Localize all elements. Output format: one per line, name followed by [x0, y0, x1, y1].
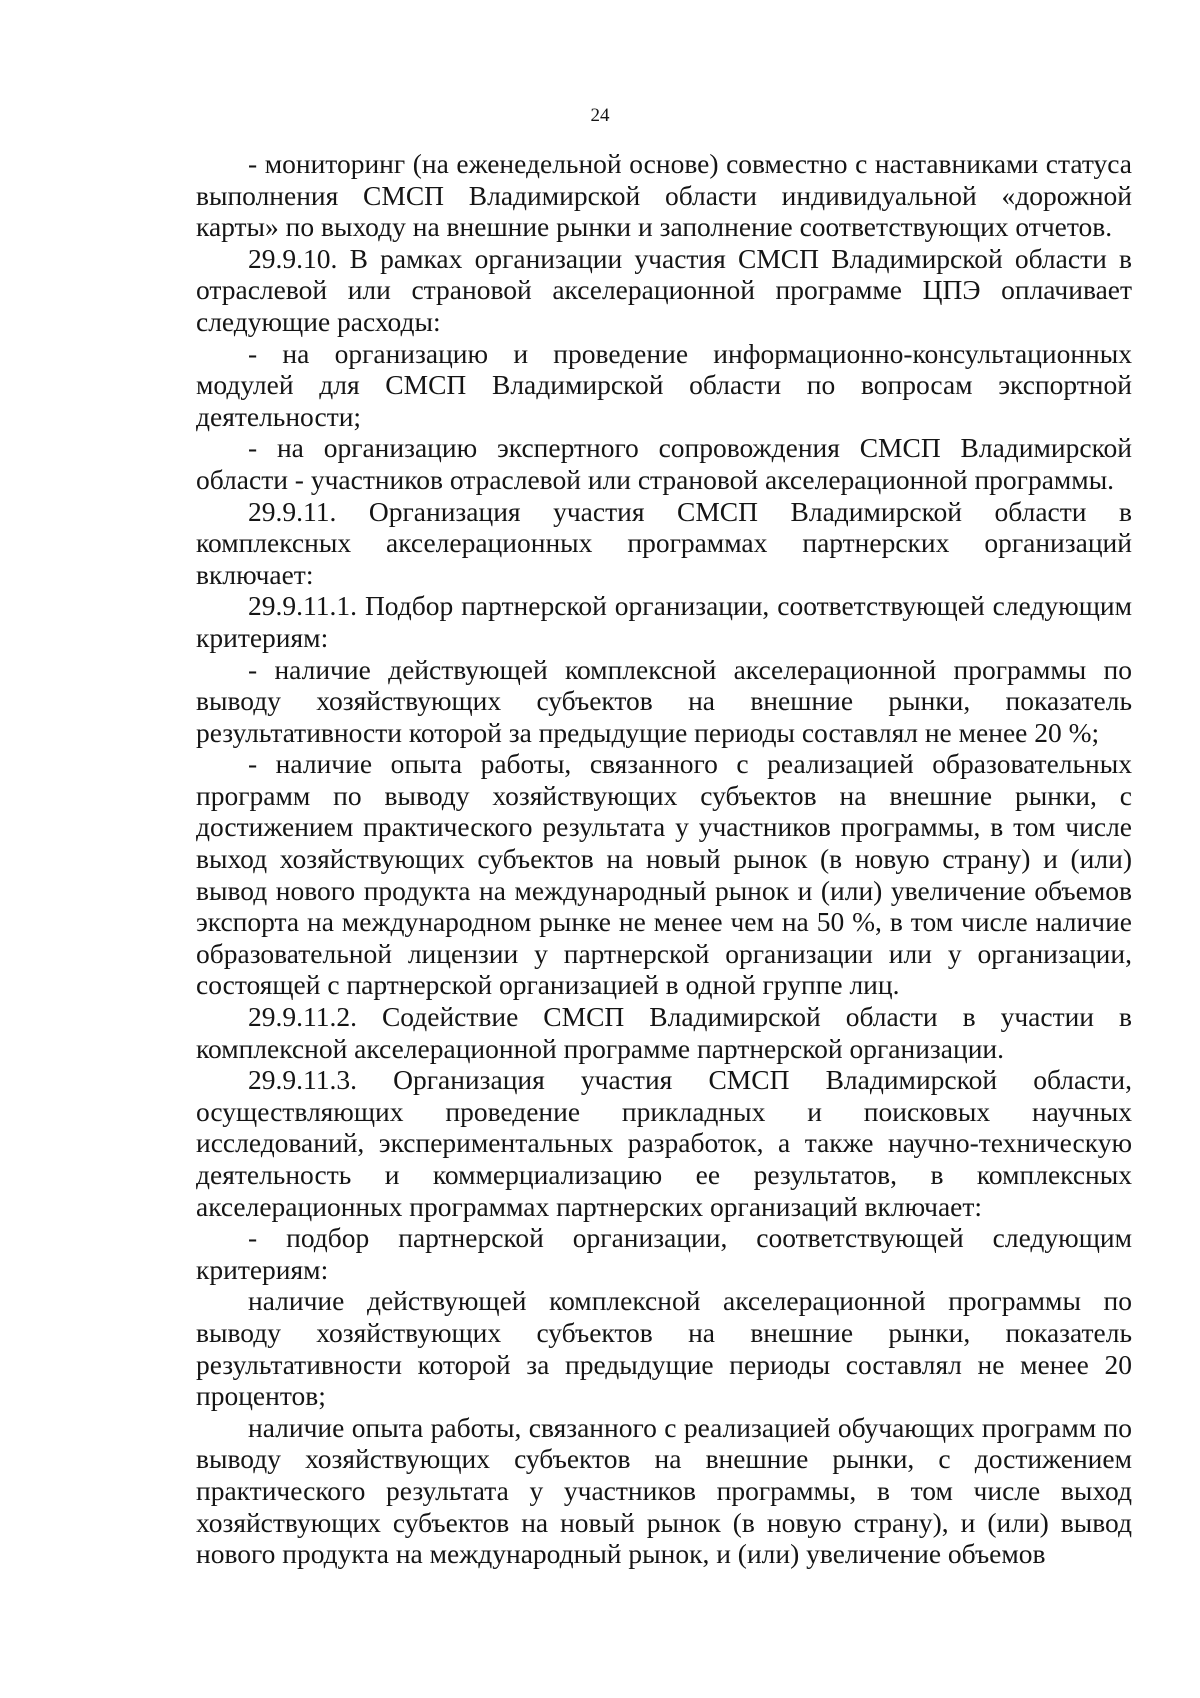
- paragraph-criterion-experience-2: наличие опыта работы, связанного с реализацией обучающих программ по выводу хозяйствующих субъектов на внешние рынки, с достижением практического результата у участников программы, в том числе выход хозяйствующих субъектов на новый рынок (в новую страну), и (или) вывод нового продукта на международный рынок, и (или) увеличение объемов: [196, 1411, 1132, 1570]
- paragraph-monitoring: - мониторинг (на еженедельной основе) совместно с наставниками статуса выполнения СМСП Владимирской области индивидуальной «дорожной карты» по выходу на внешние рынки и заполнение соответствующих отчетов.: [196, 148, 1132, 243]
- paragraph-criterion-program: - наличие действующей комплексной акселерационной программы по выводу хозяйствующих субъектов на внешние рынки, показатель результативности которой за предыдущие периоды составлял не менее 20 %;: [196, 653, 1132, 748]
- document-body: [196, 148, 1132, 1570]
- paragraph-29-9-11-1: 29.9.11.1. Подбор партнерской организации, соответствующей следующим критериям:: [196, 590, 1132, 653]
- paragraph-info-modules: - на организацию и проведение информационно-консультационных модулей для СМСП Владимирской области по вопросам экспортной деятельности;: [196, 337, 1132, 432]
- paragraph-criterion-program-2: наличие действующей комплексной акселерационной программы по выводу хозяйствующих субъектов на внешние рынки, показатель результативности которой за предыдущие периоды составлял не менее 20 процентов;: [196, 1285, 1132, 1412]
- paragraph-partner-selection: - подбор партнерской организации, соответствующей следующим критериям:: [196, 1222, 1132, 1285]
- paragraph-29-9-10: 29.9.10. В рамках организации участия СМСП Владимирской области в отраслевой или страновой акселерационной программе ЦПЭ оплачивает следующие расходы:: [196, 242, 1132, 337]
- page-number: 24: [590, 105, 610, 126]
- paragraph-expert-support: - на организацию экспертного сопровождения СМСП Владимирской области - участников отраслевой или страновой акселерационной программы.: [196, 432, 1132, 495]
- paragraph-29-9-11-3: 29.9.11.3. Организация участия СМСП Владимирской области, осуществляющих проведение прикладных и поисковых научных исследований, экспериментальных разработок, а также научно-техническую деятельность и коммерциализацию ее результатов, в комплексных акселерационных программах партнерских организаций включает:: [196, 1064, 1132, 1222]
- paragraph-29-9-11-2: 29.9.11.2. Содействие СМСП Владимирской области в участии в комплексной акселерационной программе партнерской организации.: [196, 1001, 1132, 1064]
- paragraph-criterion-experience: - наличие опыта работы, связанного с реализацией образовательных программ по выводу хозяйствующих субъектов на внешние рынки, с достижением практического результата у участников программы, в том числе выход хозяйствующих субъектов на новый рынок (в новую страну) и (или) вывод нового продукта на международный рынок и (или) увеличение объемов экспорта на международном рынке не менее чем на 50 %, в том числе наличие образовательной лицензии у партнерской организации или у организации, состоящей с партнерской организацией в одной группе лиц.: [196, 748, 1132, 1001]
- paragraph-29-9-11: 29.9.11. Организация участия СМСП Владимирской области в комплексных акселерационных программах партнерских организаций включает:: [196, 495, 1132, 590]
